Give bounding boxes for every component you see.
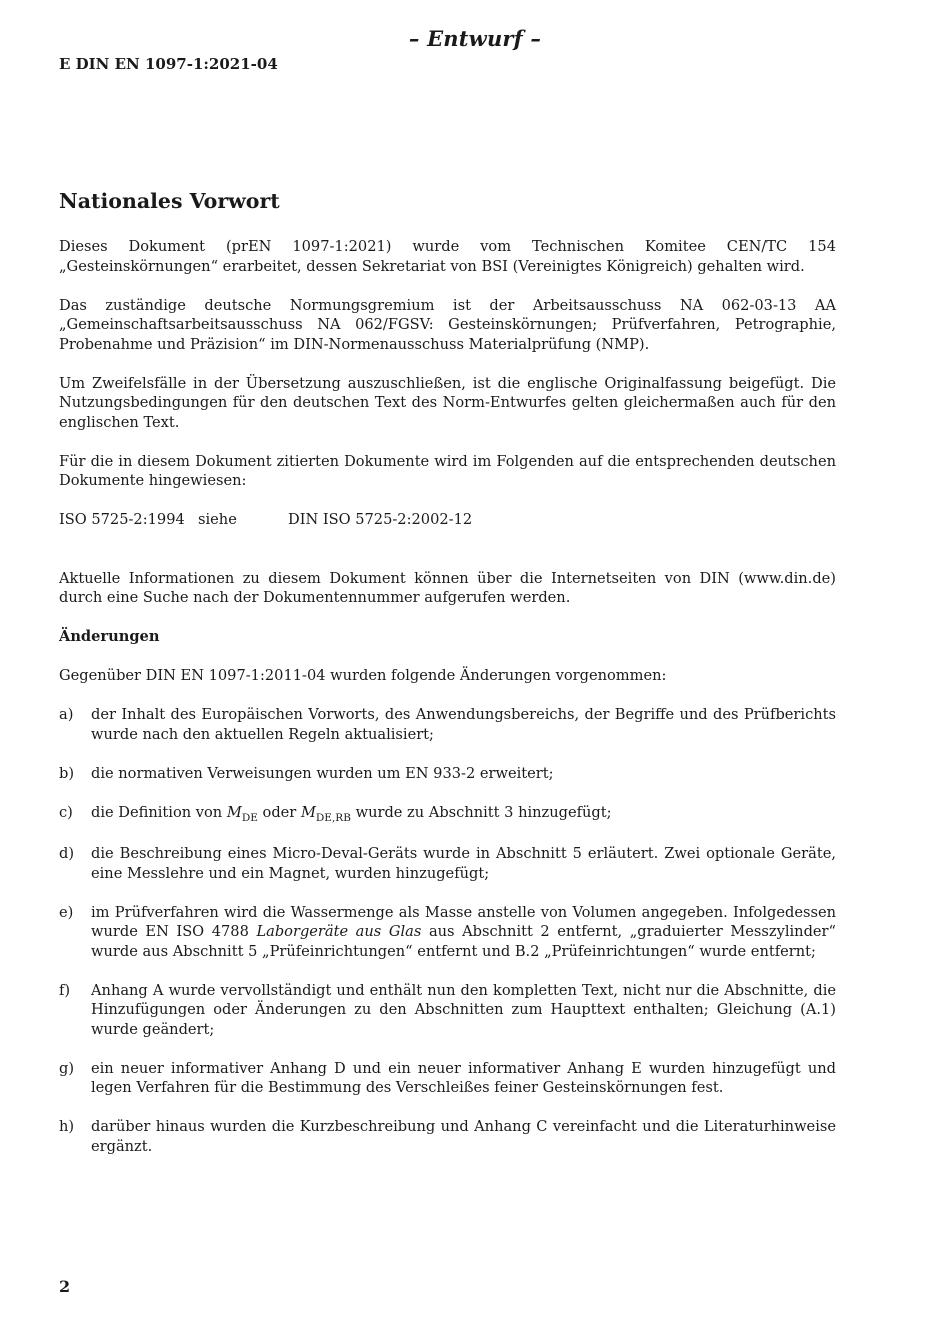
standard-title: Laborgeräte aus Glas (256, 923, 422, 940)
list-marker: d) (59, 845, 75, 862)
paragraph-committee: Dieses Dokument (prEN 1097-1:2021) wurde vom Technischen Komitee CEN/TC 154 „Gesteinskörnungen“ erarbeitet, dessen Sekretariat von BSI (Vereinigtes Königreich) gehalten wird. (59, 238, 836, 275)
list-item-text: darüber hinaus wurden die Kurzbeschreibung und Anhang C vereinfacht und die Literaturhinweise ergänzt. (91, 1118, 836, 1155)
list-item (59, 764, 836, 784)
symbol-m-de-rb: M (300, 803, 316, 821)
text-before: im Prüfverfahren wird die Wassermenge als Masse anstelle von Volumen angegeben. Infolgedessen wurde EN ISO 4788 (91, 903, 836, 940)
list-item (59, 1059, 836, 1098)
list-marker: c) (59, 803, 73, 821)
reference-row (59, 510, 836, 530)
text-before: die Definition von (91, 803, 227, 821)
subscript-de-rb: DE,RB (315, 811, 351, 824)
list-item-text (91, 903, 836, 962)
changes-heading: Änderungen (59, 628, 160, 645)
document-id: E DIN EN 1097-1:2021-04 (59, 55, 278, 73)
symbol-m-de: M (226, 803, 242, 821)
list-item (59, 705, 836, 744)
paragraph-references-intro: Für die in diesem Dokument zitierten Dokumente wird im Folgenden auf die entsprechenden deutschen Dokumente hingewiesen: (59, 452, 836, 489)
cited-document: ISO 5725-2:1994 (59, 511, 185, 528)
list-item-text (91, 803, 836, 823)
list-marker: b) (59, 764, 75, 782)
list-marker: h) (59, 1118, 75, 1135)
list-marker: g) (59, 1059, 75, 1077)
subscript-de: DE (241, 811, 258, 824)
list-marker: a) (59, 706, 74, 723)
list-item-text: der Inhalt des Europäischen Vorworts, des Anwendungsbereichs, der Begriffe und des Prüfberichts wurde nach den aktuellen Regeln aktualisiert; (91, 706, 836, 743)
text-after: wurde zu Abschnitt 3 hinzugefügt; (350, 803, 612, 821)
list-item (59, 903, 836, 962)
list-item (59, 1117, 836, 1156)
page-number: 2 (59, 1277, 71, 1296)
list-item-text: die normativen Verweisungen wurden um EN 933-2 erweitert; (91, 764, 554, 782)
text-after: aus Abschnitt 2 entfernt, „graduierter Messzylinder“ wurde aus Abschnitt 5 „Prüfeinrichtungen“ entfernt und B.2 „Prüfeinrichtungen“ wurde entfernt; (91, 923, 836, 960)
draft-label: – Entwurf – (408, 26, 542, 51)
paragraph-translation: Um Zweifelsfälle in der Übersetzung auszuschließen, ist die englische Originalfassung beigefügt. Die Nutzungsbedingungen für den deutschen Text des Norm-Entwurfes gelten gleichermaßen auch für den englischen Text. (59, 374, 836, 431)
list-item-text: ein neuer informativer Anhang D und ein neuer informativer Anhang E wurden hinzugefügt und legen Verfahren für die Bestimmung des Verschleißes feiner Gesteinskörnungen fest. (91, 1059, 836, 1096)
main-content (59, 188, 836, 1176)
changes-intro: Gegenüber DIN EN 1097-1:2011-04 wurden folgende Änderungen vorgenommen: (59, 667, 667, 684)
section-title: Nationales Vorwort (59, 189, 280, 213)
list-item (59, 844, 836, 883)
paragraph-working-group: Das zuständige deutsche Normungsgremium ist der Arbeitsausschuss NA 062-03-13 AA „Gemeinschaftsarbeitsausschuss NA 062/FGSV: Gesteinskörnungen; Prüfverfahren, Petrographie, Probenahme und Präzision“ im DIN-Normenausschuss Materialprüfung (NMP). (59, 296, 836, 353)
text-mid: oder (257, 803, 301, 821)
list-marker: f) (59, 981, 71, 999)
list-marker: e) (59, 903, 74, 921)
list-item (59, 803, 836, 823)
list-item-text: Anhang A wurde vervollständigt und enthält nun den kompletten Text, nicht nur die Abschnitte, die Hinzufügungen oder Änderungen zu den Abschnitten zum Haupttext enthalten; Gleichung (A.1) wurde geändert; (91, 981, 836, 1038)
german-document: DIN ISO 5725-2:2002-12 (288, 511, 473, 528)
list-item-text: die Beschreibung eines Micro-Deval-Geräts wurde in Abschnitt 5 erläutert. Zwei optionale Geräte, eine Messlehre und ein Magnet, wurden hinzugefügt; (91, 845, 836, 882)
changes-list (59, 705, 836, 1156)
see-label: siehe (198, 511, 237, 528)
list-item (59, 981, 836, 1040)
paragraph-info: Aktuelle Informationen zu diesem Dokument können über die Internetseiten von DIN (www.din.de) durch eine Suche nach der Dokumentennummer aufgerufen werden. (59, 569, 836, 606)
